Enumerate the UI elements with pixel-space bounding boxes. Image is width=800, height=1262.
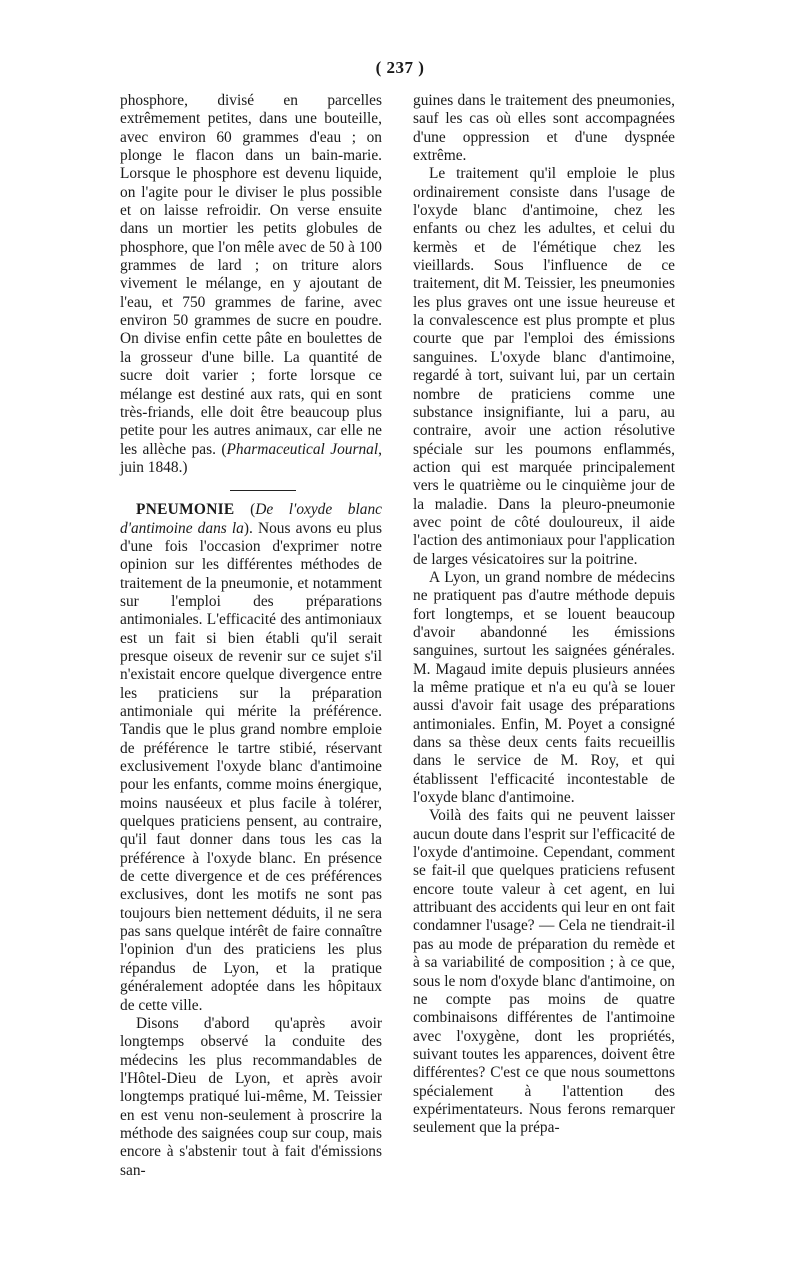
source-journal: Pharmaceutical Journal [226,440,379,458]
heading-paren: ( [234,501,256,519]
source-date: , juin 1848.) [120,440,383,476]
faits-paragraph: Voilà des faits qui ne peuvent laisser aucun doute dans l'esprit sur l'efficacité de l'oxyde d'antimoine. Cependant, comment se fait-il que quelques praticiens refusent encore toute valeur à cet agent, en lui attribuant des accidents qui leur en ont fait condamner l'usage? — Cela ne tiendrait-il pas au mode de préparation du remède et à sa variabilité de composition ; à ce que, sous le nom d'oxyde blanc d'antimoine, on ne compte pas moins de quatre combinaisons différentes de l'antimoine avec l'oxygène, dont les propriétés, suivant toutes les apparences, doivent être différentes? C'est ce que nous soumettons spécialement à l'attention des expérimentateurs. Nous ferons remarquer seulement que la prépa- [413,807,675,1137]
right-column [413,92,675,1138]
page-number: ( 237 ) [375,58,425,77]
section-heading: PNEUMONIE [136,501,235,519]
phosphore-paragraph [120,92,382,477]
phosphore-text: phosphore, divisé en parcelles extrêmement petites, dans une bouteille, avec environ 60 grammes d'eau ; on plonge le flacon dans un bain-marie. Lorsque le phosphore est devenu liquide, on l'agite pour le diviser le plus possible et on laisse refroidir. On verse ensuite dans un mortier les petits globules de phosphore, que l'on mêle avec de 50 à 100 grammes de lard ; on triture alors vivement le mélange, en y ajoutant de l'eau, et 750 grammes de farine, avec environ 50 grammes de sucre en poudre. On divise enfin cette pâte en boulettes de la grosseur d'une bille. La quantité de sucre doit varier ; forte lorsque ce mélange est destiné aux rats, qui en sont très-friands, elle doit être beaucoup plus petite pour les autres animaux, car elle ne les allèche pas. ( [120,92,382,458]
teissier-paragraph: Disons d'abord qu'après avoir longtemps observé la conduite des médecins les plus recommandables de l'Hôtel-Dieu de Lyon, et après avoir longtemps pratiqué lui-même, M. Teissier en est venu non-seulement à proscrire la méthode des saignées coup sur coup, mais encore à s'abstenir tout à fait d'émissions san- [120,1014,382,1179]
pneumonie-paragraph [120,501,382,1015]
traitement-paragraph: Le traitement qu'il emploie le plus ordinairement consiste dans l'usage de l'oxyde blanc d'antimoine, chez les enfants ou chez les adultes, et celui du kermès et de l'émétique chez les vieillards. Sous l'influence de ce traitement, dit M. Teissier, les pneumonies les plus graves ont une issue heureuse et la convalescence est plus prompte et plus courte que par l'emploi des émissions sanguines. L'oxyde blanc d'antimoine, regardé à tort, suivant lui, par un certain nombre de praticiens comme une substance insignifiante, lui a paru, au contraire, avoir une action résolutive spéciale sur les poumons enflammés, action qui est marquée principalement vers le quatrième ou le cinquième jour de la maladie. Dans la pleuro-pneumonie avec point de côté douloureux, il aide l'action des antimoniaux pour l'application de larges vésicatoires sur la poitrine. [413,165,675,568]
section-divider [230,490,296,491]
lyon-paragraph: A Lyon, un grand nombre de médecins ne pratiquent pas d'autre méthode depuis fort longtemps, et se louent beaucoup d'avoir abandonné les émissions sanguines, surtout les saignées générales. M. Magaud imite depuis plusieurs années la même pratique et n'a eu qu'à se louer aussi d'avoir fait usage des préparations antimoniales. Enfin, M. Poyet a consigné dans sa thèse deux cents faits recueillis dans le service de M. Roy, et qui établissent l'efficacité incontestable de l'oxyde blanc d'antimoine. [413,568,675,807]
left-column [120,92,382,1180]
section-subtitle: De l'oxyde blanc d'antimoine dans la [120,501,382,537]
continuation-paragraph: guines dans le traitement des pneumonies, sauf les cas où elles sont accompagnées d'une oppression et d'une dyspnée extrême. [413,92,675,165]
pneumonie-body: ). Nous avons eu plus d'une fois l'occasion d'exprimer notre opinion sur les différentes méthodes de traitement de la pneumonie, et notamment sur l'emploi des préparations antimoniales. L'efficacité des antimoniaux est un fait si bien établi qu'il serait presque oiseux de revenir sur ce sujet s'il n'existait encore quelque divergence entre les praticiens sur la préparation antimoniale qui mérite la préférence. Tandis que le plus grand nombre emploie de préférence le tartre stibié, réservant exclusivement l'oxyde blanc d'antimoine pour les enfants, comme moins énergique, moins nauséeux et plus facile à tolérer, quelques praticiens pensent, au contraire, qu'il faut donner dans tous les cas la préférence à l'oxyde blanc. En présence de cette divergence et de ces préférences exclusives, dont les motifs ne sont pas toujours bien nettement déduits, il ne sera pas sans quelque intérêt de faire connaître l'opinion d'un des praticiens les plus répandus de Lyon, et la pratique généralement adoptée dans les hôpitaux de cette ville. [120,519,382,1014]
